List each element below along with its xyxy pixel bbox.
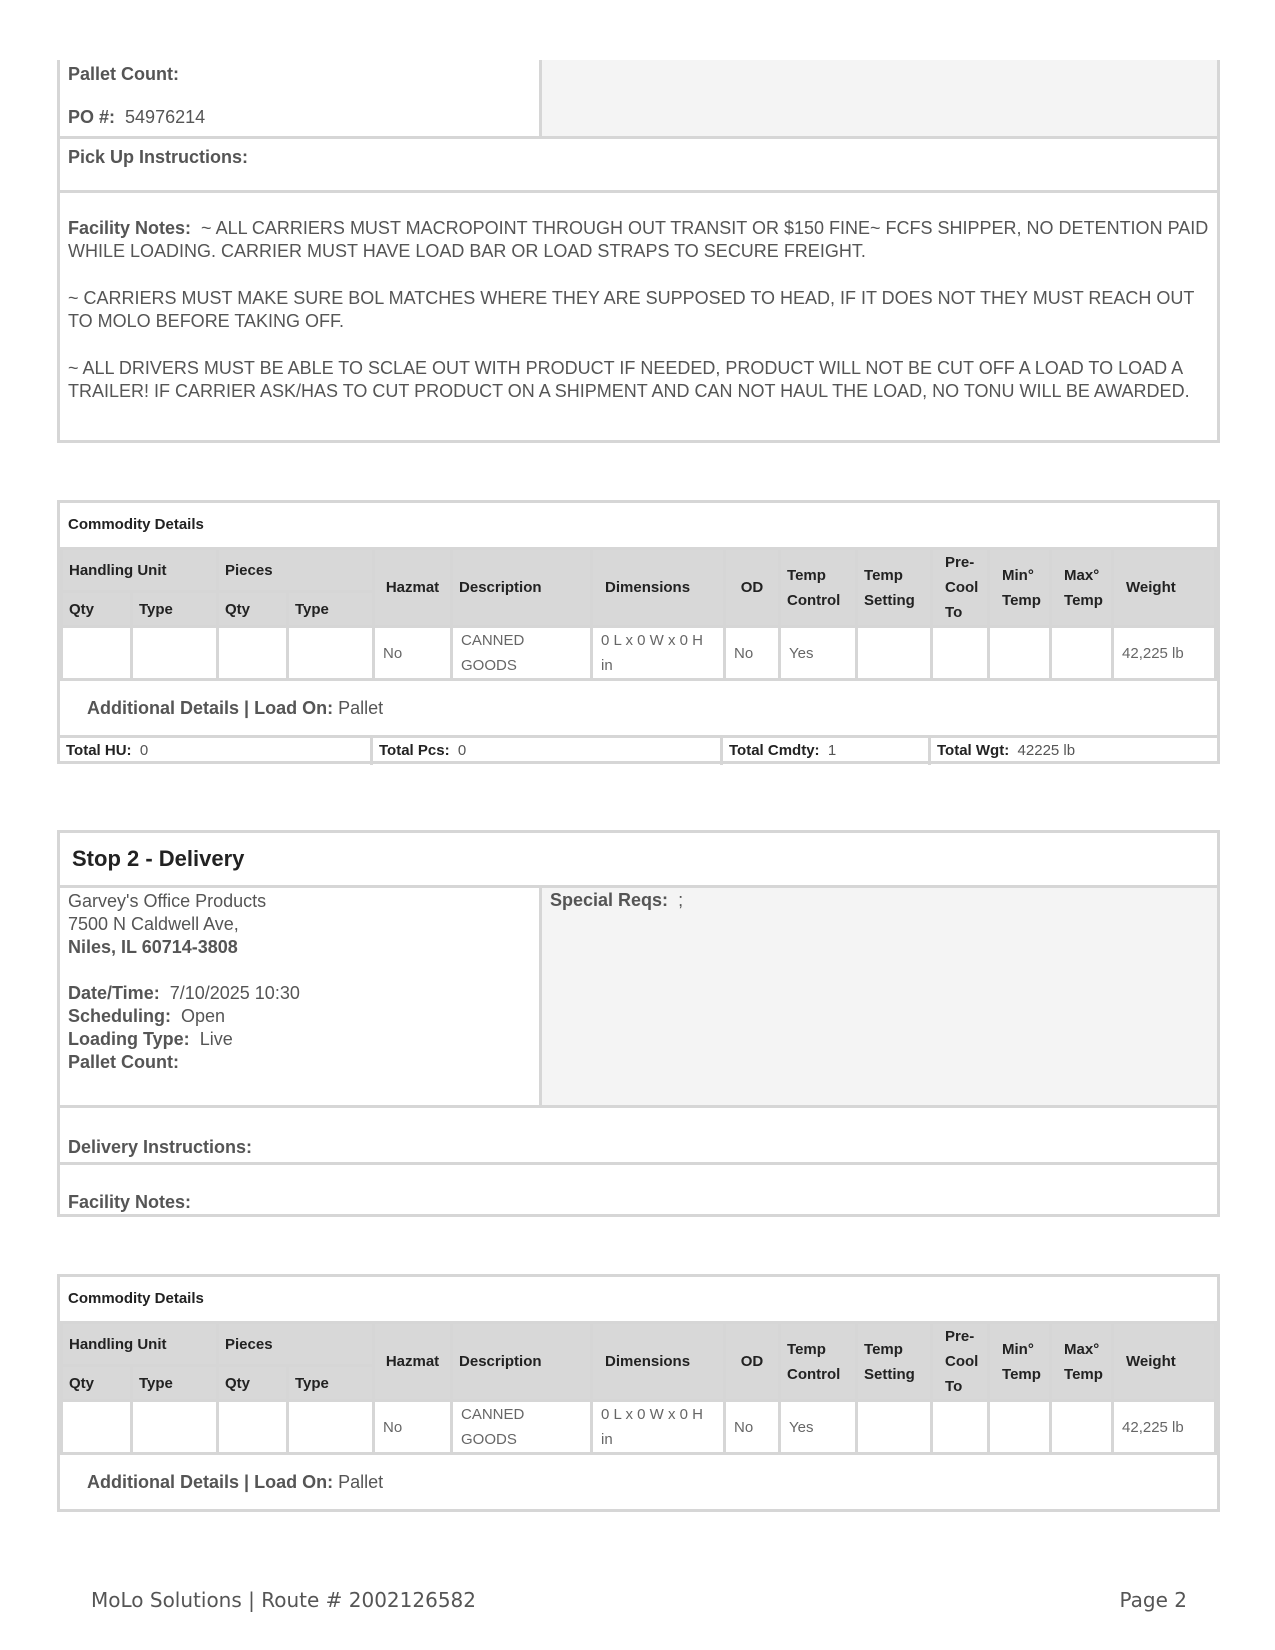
col-hu-qty: Qty xyxy=(62,1366,132,1401)
scheduling-label: Scheduling: xyxy=(68,1006,171,1026)
load-on-value: Pallet xyxy=(338,698,384,718)
col-temp-setting: Temp Setting xyxy=(857,1323,932,1401)
cell-hazmat: No xyxy=(374,627,452,680)
col-pcs-qty: Qty xyxy=(218,1366,288,1401)
stop1-details xyxy=(60,60,542,136)
additional-details-label: Additional Details xyxy=(87,1472,240,1492)
cell-temp-control: Yes xyxy=(780,1401,857,1454)
po-label: PO #: xyxy=(68,107,116,127)
col-weight: Weight xyxy=(1113,549,1216,627)
loading-type-label: Loading Type: xyxy=(68,1029,190,1049)
col-od: OD xyxy=(725,1323,780,1401)
total-hu: Total HU: 0 xyxy=(60,738,373,765)
table-row xyxy=(62,1401,1216,1454)
col-pieces: Pieces xyxy=(218,1323,374,1366)
col-pieces: Pieces xyxy=(218,549,374,592)
cell-temp-control: Yes xyxy=(780,627,857,680)
additional-details: Additional Details | Load On: Pallet xyxy=(87,1472,384,1492)
col-temp-control: Temp Control xyxy=(780,549,857,627)
stop1-special-reqs-panel xyxy=(542,60,1217,136)
special-reqs-value: ; xyxy=(678,890,684,910)
col-min-temp: Min° Temp xyxy=(989,549,1051,627)
col-hu-type: Type xyxy=(132,1366,218,1401)
col-pre-cool: Pre-Cool To xyxy=(932,1323,989,1401)
col-pcs-qty: Qty xyxy=(218,592,288,627)
cell-dimensions: 0 L x 0 W x 0 H in xyxy=(592,1401,725,1454)
facility-note-3: ~ ALL DRIVERS MUST BE ABLE TO SCLAE OUT WITH PRODUCT IF NEEDED, PRODUCT WILL NOT BE CUT OFF A LOAD TO LOAD A TRAILER! IF CARRIER ASK/HAS TO CUT PRODUCT ON A SHIPMENT AND CAN NOT HAUL THE LOAD, NO TONU WILL BE AWARDED. xyxy=(68,358,1190,401)
commodity-details-title: Commodity Details xyxy=(68,516,204,533)
col-hazmat: Hazmat xyxy=(374,549,452,627)
col-hu-type: Type xyxy=(132,592,218,627)
datetime-value: 7/10/2025 10:30 xyxy=(169,983,300,1003)
commodity-details-2 xyxy=(57,1274,1220,1512)
footer-page-number: Page 2 xyxy=(1119,1588,1187,1612)
cell-weight: 42,225 lb xyxy=(1113,627,1216,680)
additional-details: Additional Details | Load On: Pallet xyxy=(87,698,384,718)
load-on-label: Load On: xyxy=(254,698,334,718)
cell-weight: 42,225 lb xyxy=(1113,1401,1216,1454)
col-hazmat: Hazmat xyxy=(374,1323,452,1401)
total-wgt: Total Wgt: 42225 lb xyxy=(937,742,1076,759)
consignee-street: 7500 N Caldwell Ave, xyxy=(68,914,239,934)
table-row xyxy=(62,627,1216,680)
col-min-temp: Min° Temp xyxy=(989,1323,1051,1401)
facility-note-1: ~ ALL CARRIERS MUST MACROPOINT THROUGH OUT TRANSIT OR $150 FINE~ FCFS SHIPPER, NO DETENTION PAID WHILE LOADING. CARRIER MUST HAVE LOAD BAR OR LOAD STRAPS TO SECURE FREIGHT. xyxy=(68,218,1209,261)
col-dimensions: Dimensions xyxy=(592,549,725,627)
col-description: Description xyxy=(452,1323,592,1401)
col-max-temp: Max° Temp xyxy=(1051,1323,1113,1401)
footer-route: MoLo Solutions | Route # 2002126582 xyxy=(91,1588,476,1612)
delivery-instructions xyxy=(60,1108,1217,1165)
stop-2-facility-notes-label: Facility Notes: xyxy=(68,1192,192,1212)
total-pcs: Total Pcs: 0 xyxy=(373,738,723,765)
scheduling-value: Open xyxy=(181,1006,226,1026)
col-handling-unit: Handling Unit xyxy=(62,549,218,592)
additional-details-label: Additional Details xyxy=(87,698,240,718)
col-temp-setting: Temp Setting xyxy=(857,549,932,627)
special-reqs-panel xyxy=(542,888,1217,1105)
stop-2-title: Stop 2 - Delivery xyxy=(60,833,1217,888)
stop1-continuation xyxy=(57,60,1220,443)
col-pcs-type: Type xyxy=(288,1366,374,1401)
col-pcs-type: Type xyxy=(288,592,374,627)
pickup-instructions xyxy=(60,136,1217,190)
cell-od: No xyxy=(725,1401,780,1454)
totals-row xyxy=(60,735,1217,765)
load-on-value: Pallet xyxy=(338,1472,384,1492)
commodity-details-1 xyxy=(57,500,1220,764)
pallet-count-label: Pallet Count: xyxy=(68,1052,179,1072)
total-cmdty: Total Cmdty: 1 xyxy=(723,738,931,765)
facility-notes xyxy=(60,190,1217,403)
load-on-label: Load On: xyxy=(254,1472,334,1492)
pickup-instructions-label: Pick Up Instructions: xyxy=(68,147,249,167)
stop-2-delivery xyxy=(57,830,1220,1217)
datetime-label: Date/Time: xyxy=(68,983,160,1003)
col-description: Description xyxy=(452,549,592,627)
special-reqs-label: Special Reqs: xyxy=(550,890,669,910)
col-temp-control: Temp Control xyxy=(780,1323,857,1401)
stop-2-address xyxy=(60,888,542,1105)
col-od: OD xyxy=(725,549,780,627)
pallet-count-label: Pallet Count: xyxy=(68,64,179,84)
col-weight: Weight xyxy=(1113,1323,1216,1401)
cell-od: No xyxy=(725,627,780,680)
stop-2-facility-notes xyxy=(60,1165,1217,1239)
commodity-table-1 xyxy=(60,547,1217,681)
col-handling-unit: Handling Unit xyxy=(62,1323,218,1366)
commodity-details-title: Commodity Details xyxy=(68,1290,204,1307)
col-pre-cool: Pre-Cool To xyxy=(932,549,989,627)
delivery-instructions-label: Delivery Instructions: xyxy=(68,1137,253,1157)
cell-description: CANNED GOODS xyxy=(452,627,592,680)
col-hu-qty: Qty xyxy=(62,592,132,627)
commodity-table-2 xyxy=(60,1321,1217,1455)
loading-type-value: Live xyxy=(199,1029,233,1049)
consignee-name: Garvey's Office Products xyxy=(68,891,267,911)
consignee-city: Niles, IL 60714-3808 xyxy=(68,937,238,957)
po-value: 54976214 xyxy=(125,107,206,127)
col-max-temp: Max° Temp xyxy=(1051,549,1113,627)
cell-description: CANNED GOODS xyxy=(452,1401,592,1454)
cell-dimensions: 0 L x 0 W x 0 H in xyxy=(592,627,725,680)
facility-note-2: ~ CARRIERS MUST MAKE SURE BOL MATCHES WHERE THEY ARE SUPPOSED TO HEAD, IF IT DOES NOT THEY MUST REACH OUT TO MOLO BEFORE TAKING OFF. xyxy=(68,288,1195,331)
col-dimensions: Dimensions xyxy=(592,1323,725,1401)
facility-notes-label: Facility Notes: xyxy=(68,218,192,238)
cell-hazmat: No xyxy=(374,1401,452,1454)
